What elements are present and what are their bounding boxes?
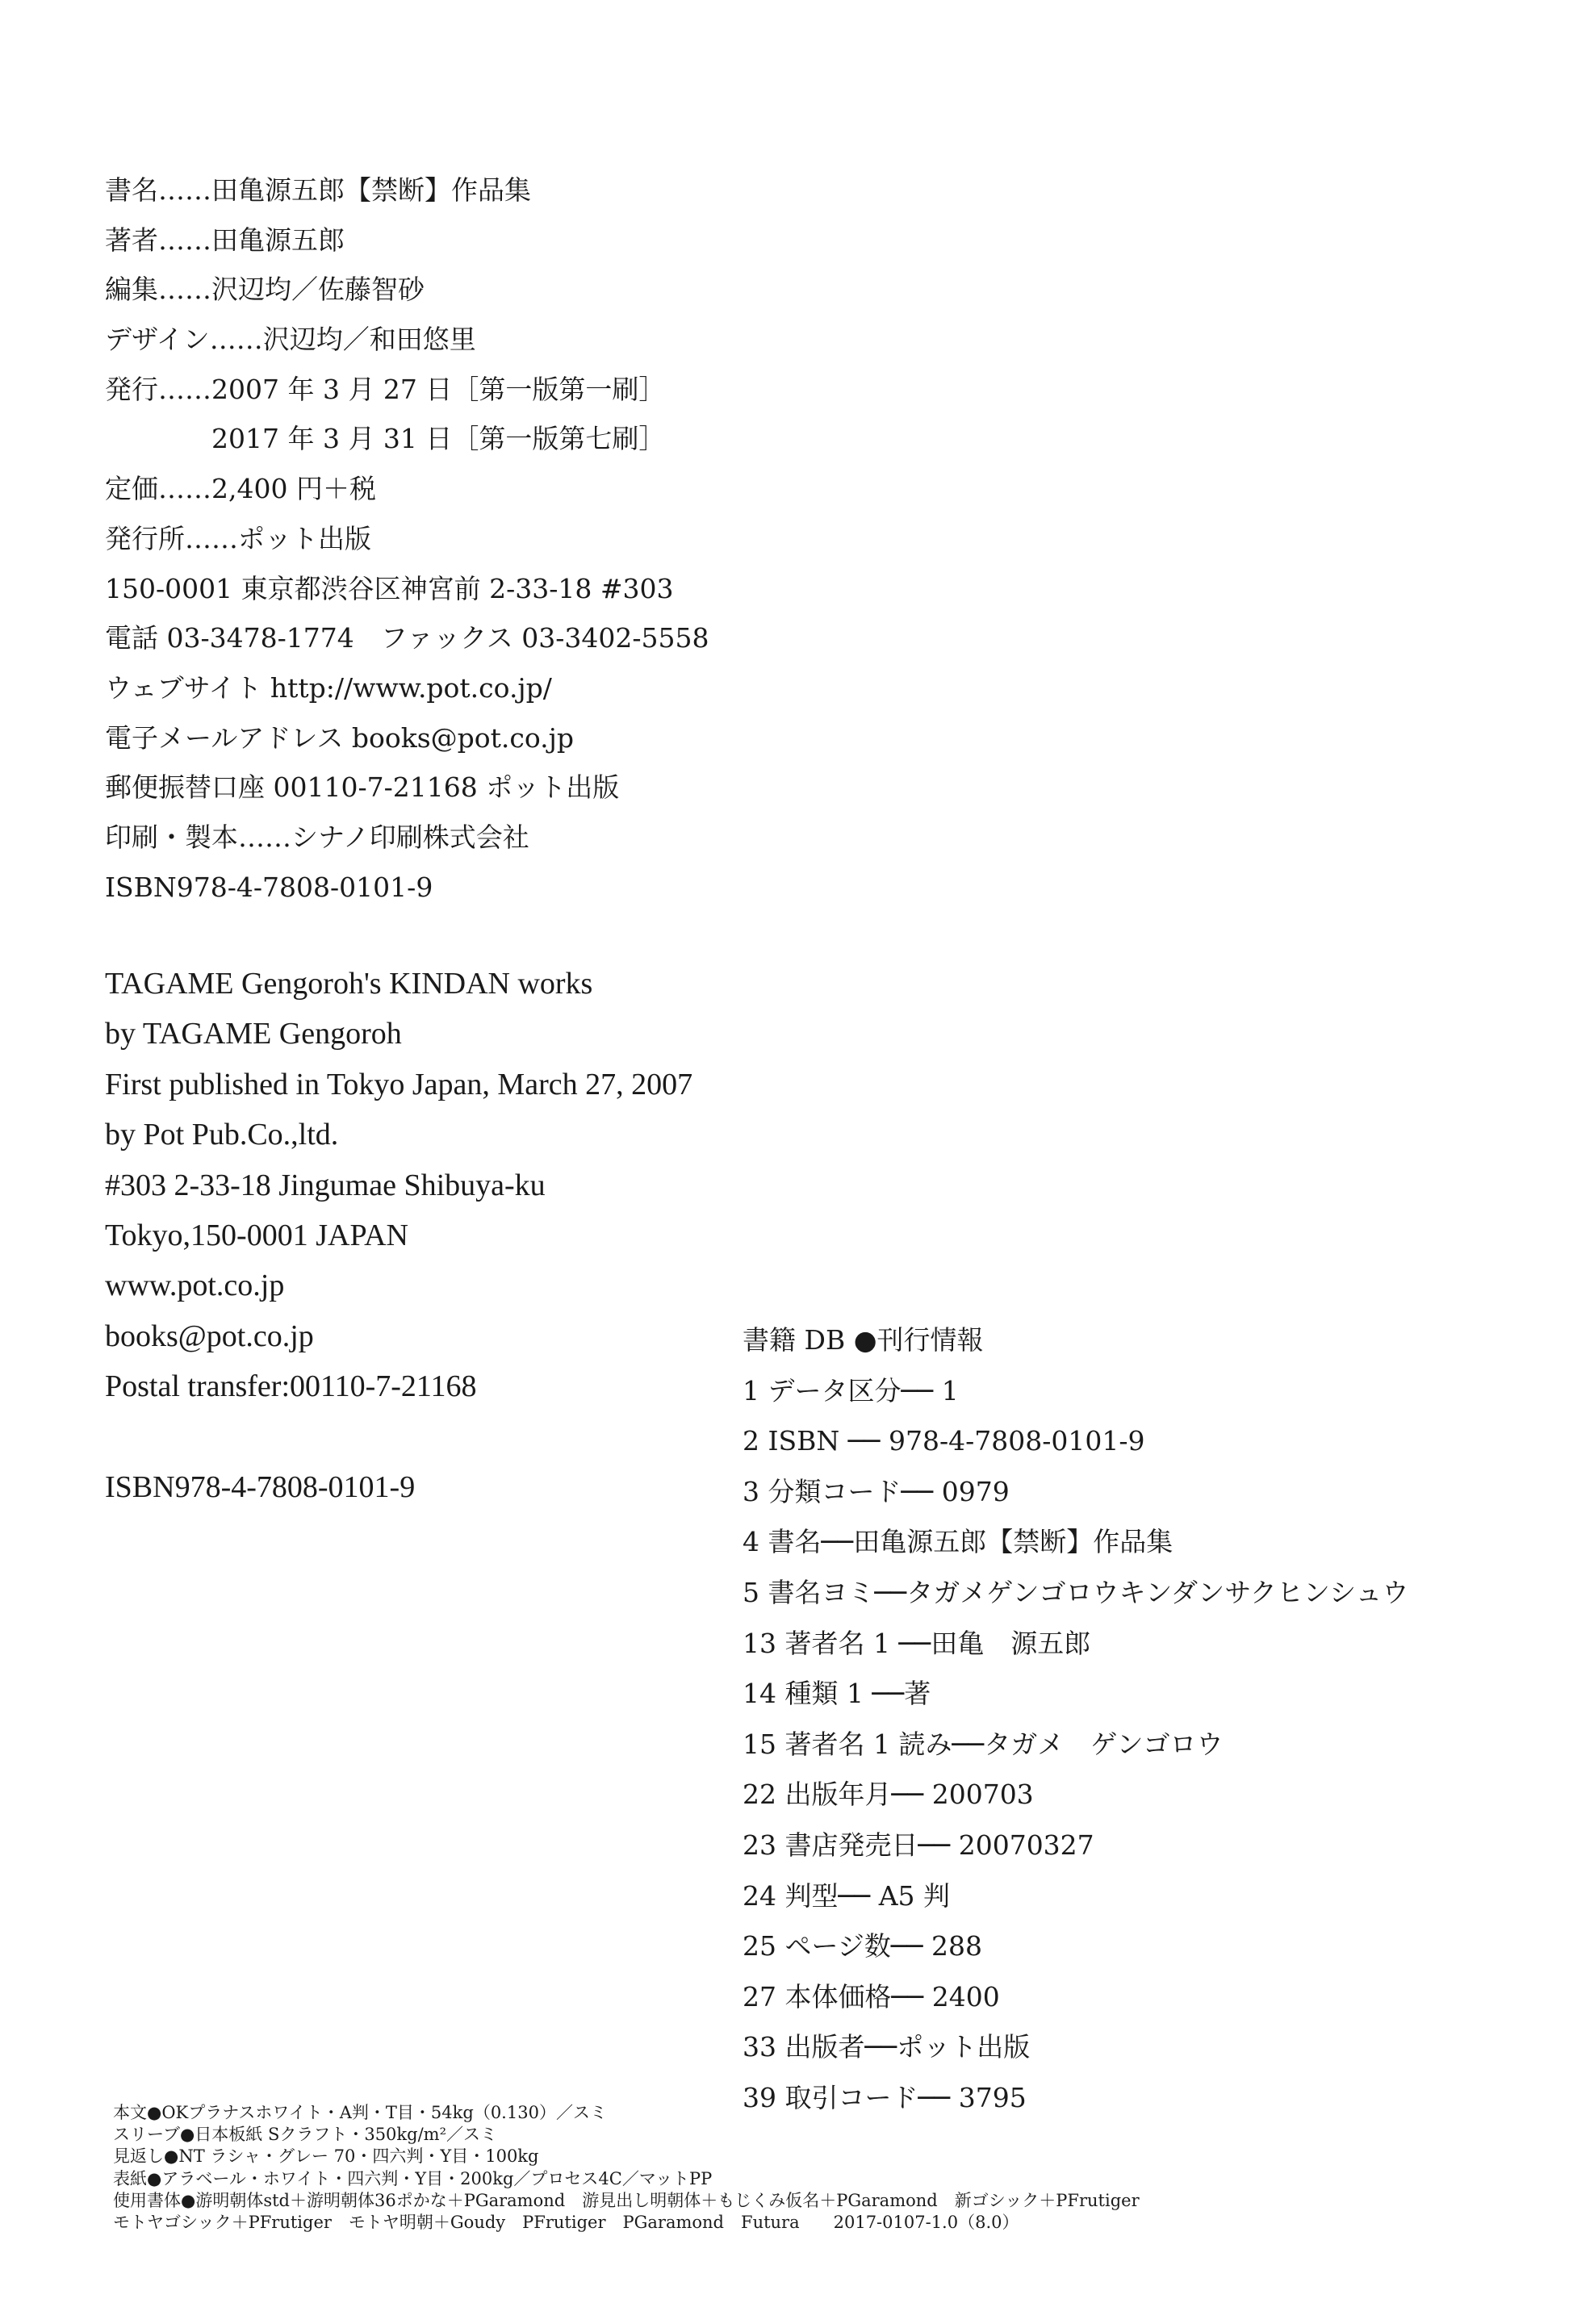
book-db-entry: 5 書名ヨミ──タガメゲンゴロウキンダンサクヒンシュウ xyxy=(743,1576,1409,1608)
sleeve-paper-spec: スリーブ●日本板紙 Sクラフト・350kg/m²／スミ xyxy=(113,2125,497,2145)
japanese-colophon xyxy=(105,165,709,912)
english-email: books@pot.co.jp xyxy=(105,1319,314,1353)
book-db-entry: 13 著者名 1 ──田亀 源五郎 xyxy=(743,1627,1091,1659)
book-db-entry: 23 書店発売日── 20070327 xyxy=(743,1829,1094,1861)
book-db-entry: 33 出版者──ポット出版 xyxy=(743,2031,1031,2063)
book-db-info xyxy=(743,1315,1408,2124)
phone-fax-line: 電話 03-3478-1774 ファックス 03-3402-5558 xyxy=(105,622,709,654)
publication-date-line: 発行……2007 年 3 月 27 日［第一版第一刷］ xyxy=(105,373,666,405)
author-line: 著者……田亀源五郎 xyxy=(105,224,345,256)
book-db-entry: 27 本体価格── 2400 xyxy=(743,1980,1000,2013)
website-line: ウェブサイト http://www.pot.co.jp/ xyxy=(105,671,552,704)
english-address: #303 2-33-18 Jingumae Shibuya-ku xyxy=(105,1168,546,1202)
english-website: www.pot.co.jp xyxy=(105,1269,285,1303)
email-line: 電子メールアドレス books@pot.co.jp xyxy=(105,721,574,754)
printer-line: 印刷・製本……シナノ印刷株式会社 xyxy=(105,821,529,853)
book-db-entry: 4 書名──田亀源五郎【禁断】作品集 xyxy=(743,1526,1173,1558)
english-title: TAGAME Gengoroh's KINDAN works xyxy=(105,967,593,1001)
address-line: 150-0001 東京都渋谷区神宮前 2-33-18 #303 xyxy=(105,572,674,604)
book-db-entry: 3 分類コード── 0979 xyxy=(743,1475,1010,1507)
isbn-line: ISBN978-4-7808-0101-9 xyxy=(105,871,433,903)
cover-spec: 表紙●アラベール・ホワイト・四六判・Y目・200kg／プロセス4C／マットPP xyxy=(113,2168,713,2188)
english-city: Tokyo,150-0001 JAPAN xyxy=(105,1218,408,1252)
book-db-entry: 24 判型── A5 判 xyxy=(743,1879,951,1912)
book-db-heading: 書籍 DB ●刊行情報 xyxy=(743,1324,984,1356)
english-author: by TAGAME Gengoroh xyxy=(105,1017,402,1051)
typeface-spec: 使用書体●游明朝体std＋游明朝体36ポかな＋PGaramond 游見出し明朝体＋もじくみ仮名＋PGaramond 新ゴシック＋PFrutiger xyxy=(113,2190,1140,2210)
english-first-published: First published in Tokyo Japan, March 27, 2007 xyxy=(105,1067,693,1101)
book-db-entry: 22 出版年月── 200703 xyxy=(743,1779,1034,1811)
design-line: デザイン……沢辺均／和田悠里 xyxy=(105,324,476,356)
price-line: 定価……2,400 円＋税 xyxy=(105,473,376,505)
book-db-entry: 15 著者名 1 読み──タガメ ゲンゴロウ xyxy=(743,1728,1224,1760)
english-colophon xyxy=(105,959,692,1512)
editor-line: 編集……沢辺均／佐藤智砂 xyxy=(105,274,425,306)
postal-transfer-line: 郵便振替口座 00110-7-21168 ポット出版 xyxy=(105,771,620,804)
paper-specs xyxy=(113,2102,1140,2234)
english-postal-transfer: Postal transfer:00110-7-21168 xyxy=(105,1369,477,1404)
spacer xyxy=(105,1412,692,1462)
book-db-entry: 14 種類 1 ──著 xyxy=(743,1678,931,1710)
book-db-entry: 2 ISBN ── 978-4-7808-0101-9 xyxy=(743,1425,1145,1457)
book-db-entry: 1 データ区分── 1 xyxy=(743,1374,959,1407)
book-db-entry: 25 ページ数── 288 xyxy=(743,1930,983,1962)
english-isbn: ISBN978-4-7808-0101-9 xyxy=(105,1469,416,1504)
book-db-entry: 39 取引コード── 3795 xyxy=(743,2081,1027,2113)
publisher-line: 発行所……ポット出版 xyxy=(105,522,371,554)
reprint-date-line: 2017 年 3 月 31 日［第一版第七刷］ xyxy=(105,423,666,455)
book-title-line: 書名……田亀源五郎【禁断】作品集 xyxy=(105,174,531,206)
body-paper-spec: 本文●OKプラナスホワイト・A判・T目・54kg（0.130）／スミ xyxy=(113,2103,607,2122)
english-publisher: by Pot Pub.Co.,ltd. xyxy=(105,1118,339,1152)
typeface-spec-continued: モトヤゴシック＋PFrutiger モトヤ明朝＋Goudy PFrutiger PGaramond Futura 2017-0107-1.0（8.0） xyxy=(113,2212,1019,2232)
endpaper-spec: 見返し●NT ラシャ・グレー 70・四六判・Y目・100kg xyxy=(113,2146,539,2167)
